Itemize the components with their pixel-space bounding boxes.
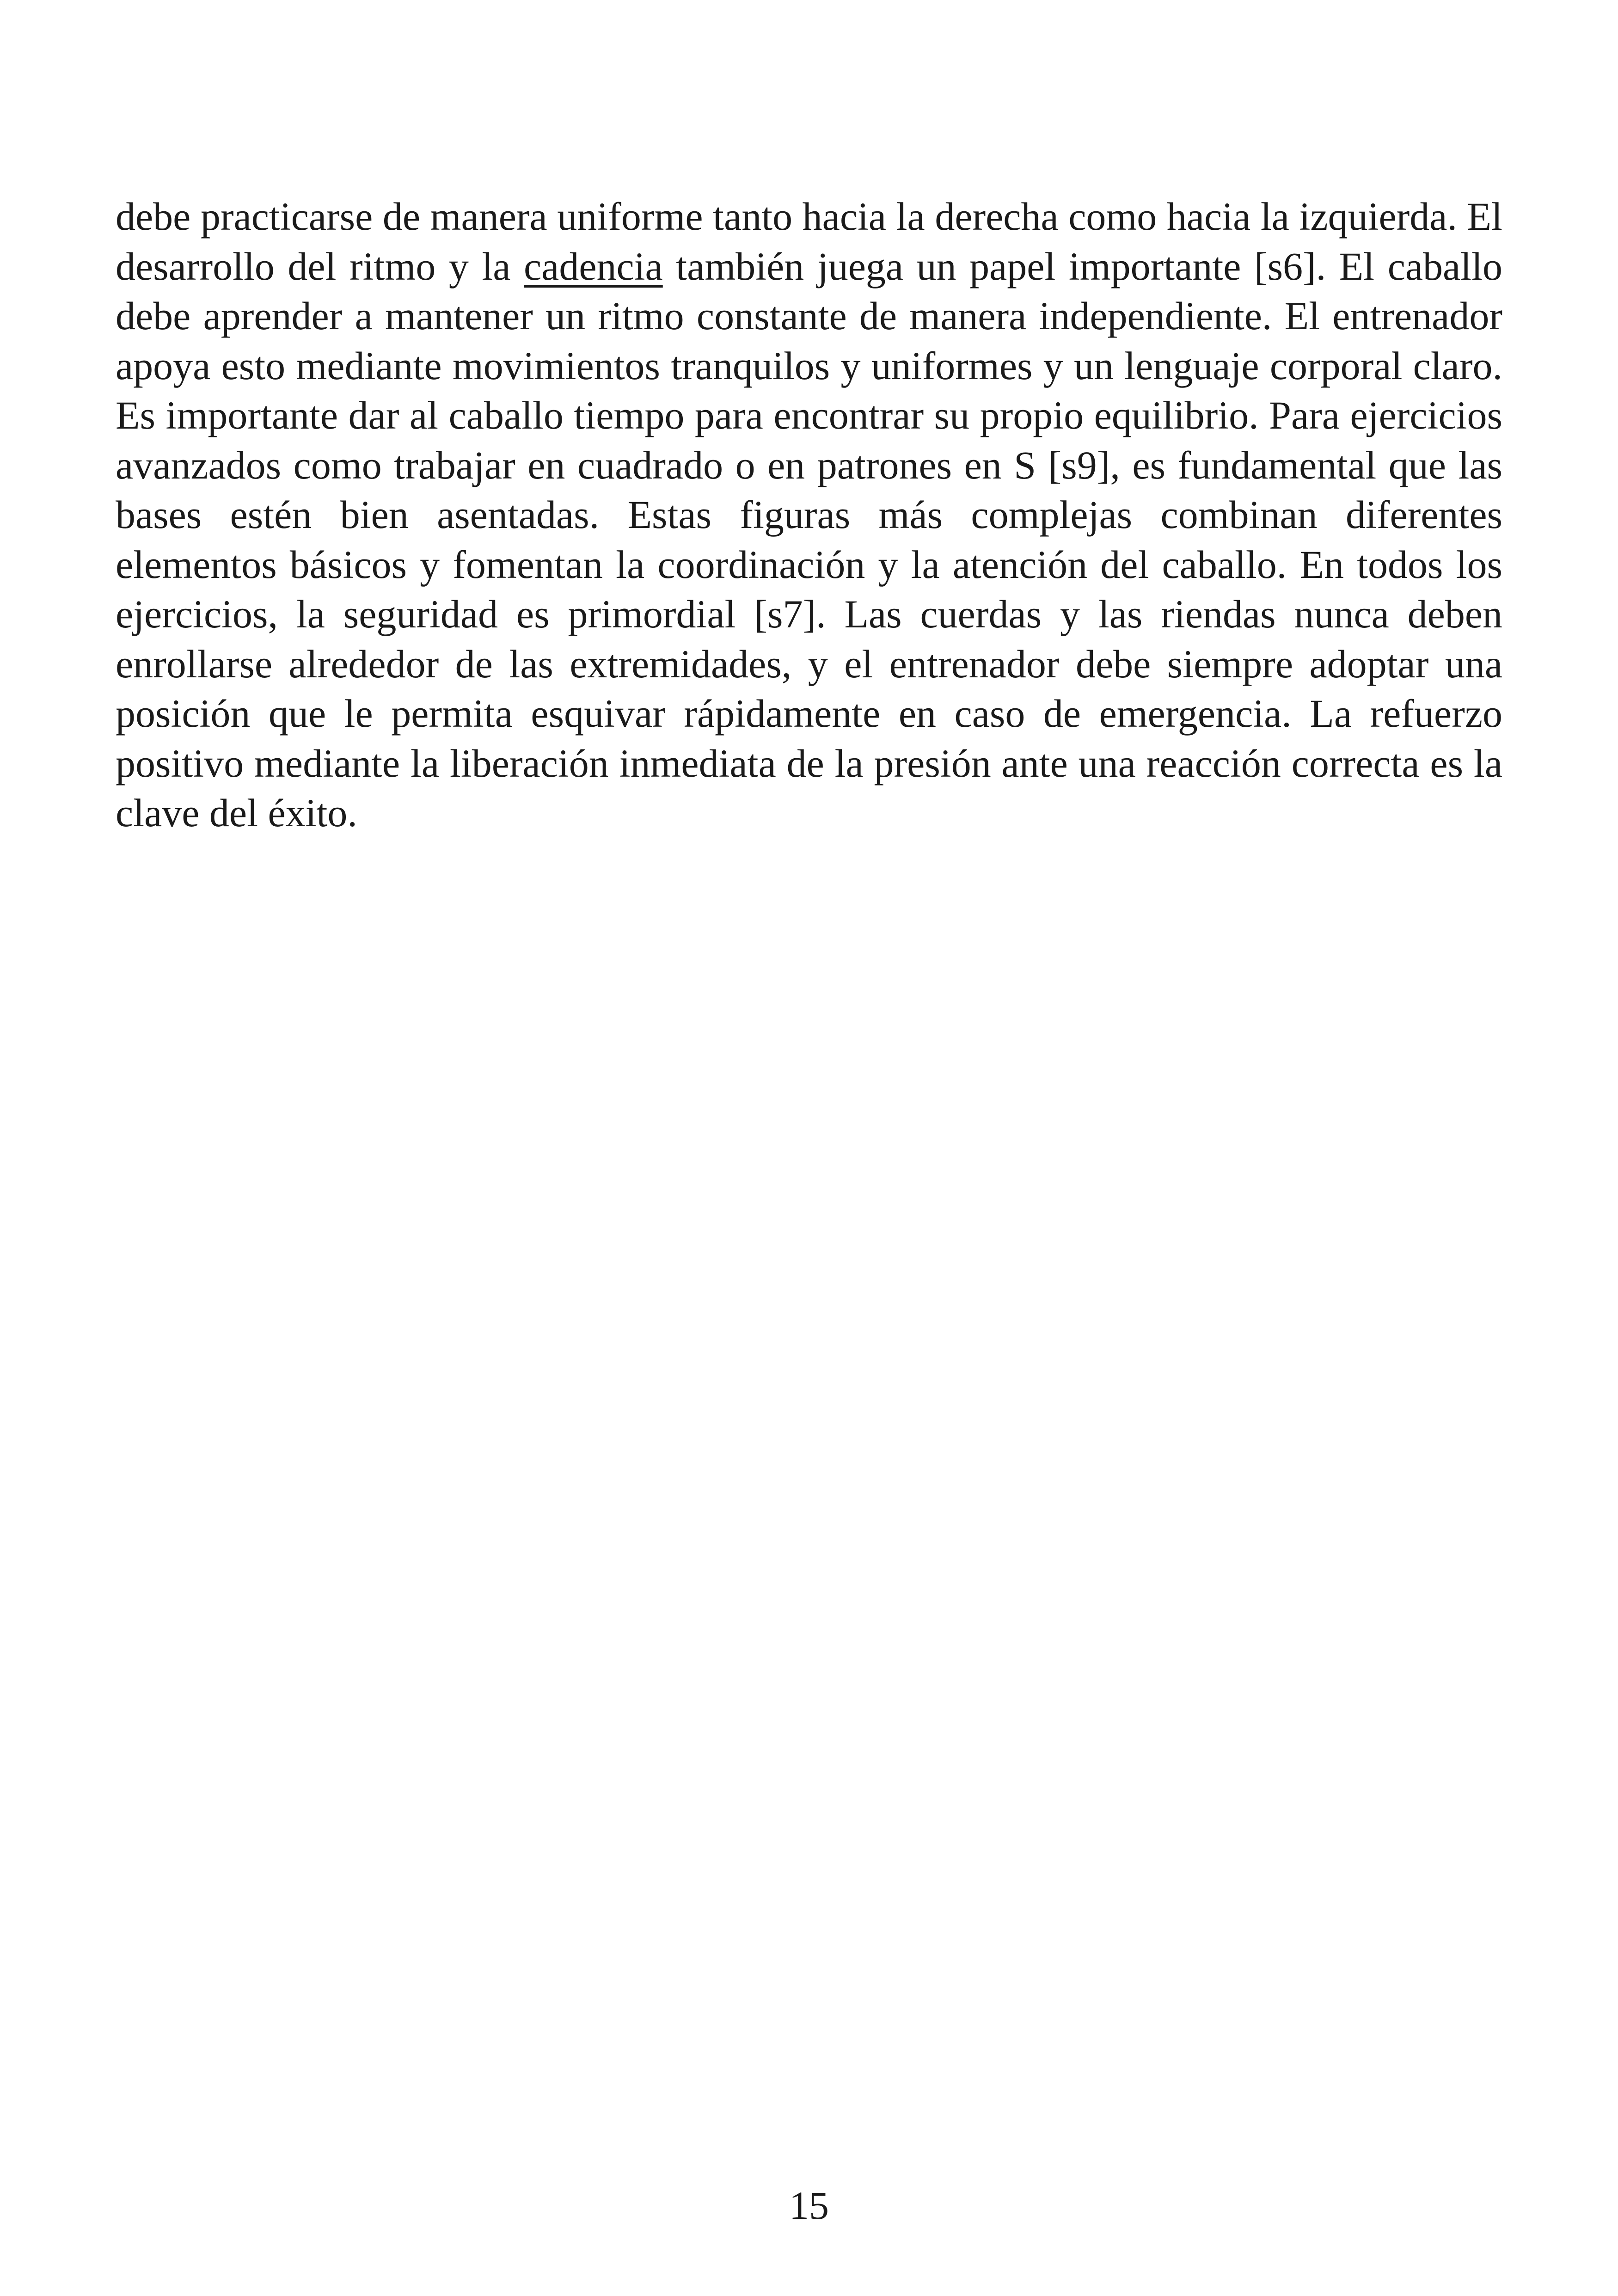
paragraph-text-after-link: también juega un papel importante [s6]. El caballo debe aprender a mantener un ritmo constante de manera independiente. El entrenador apoya esto mediante movimientos tranquilos y uniformes y un lenguaje corporal claro. Es importante dar al caballo tiempo para encontrar su propio equilibrio. Para ejercicios avanzados como trabajar en cuadrado o en patrones en S [s9], es fundamental que las bases estén bien asentadas. Estas figuras más complejas combinan diferentes elementos básicos y fomentan la coordinación y la atención del caballo. En todos los ejercicios, la seguridad es primordial [s7]. Las cuerdas y las riendas nunca deben enrollarse alrededor de las extremidades, y el entrenador debe siempre adoptar una posición que le permita esquivar rápidamente en caso de emergencia. La refuerzo positivo mediante la liberación inmediata de la presión ante una reacción correcta es la clave del éxito. [116,244,1502,835]
page-number: 15 [789,2183,829,2228]
paragraph-text-before-link: debe practicarse de manera uniforme tanto hacia la derecha como hacia la izquierda. El desarrollo del ritmo y la [116,194,1502,289]
body-paragraph [116,192,1502,838]
cadencia-link[interactable]: cadencia [523,244,663,289]
